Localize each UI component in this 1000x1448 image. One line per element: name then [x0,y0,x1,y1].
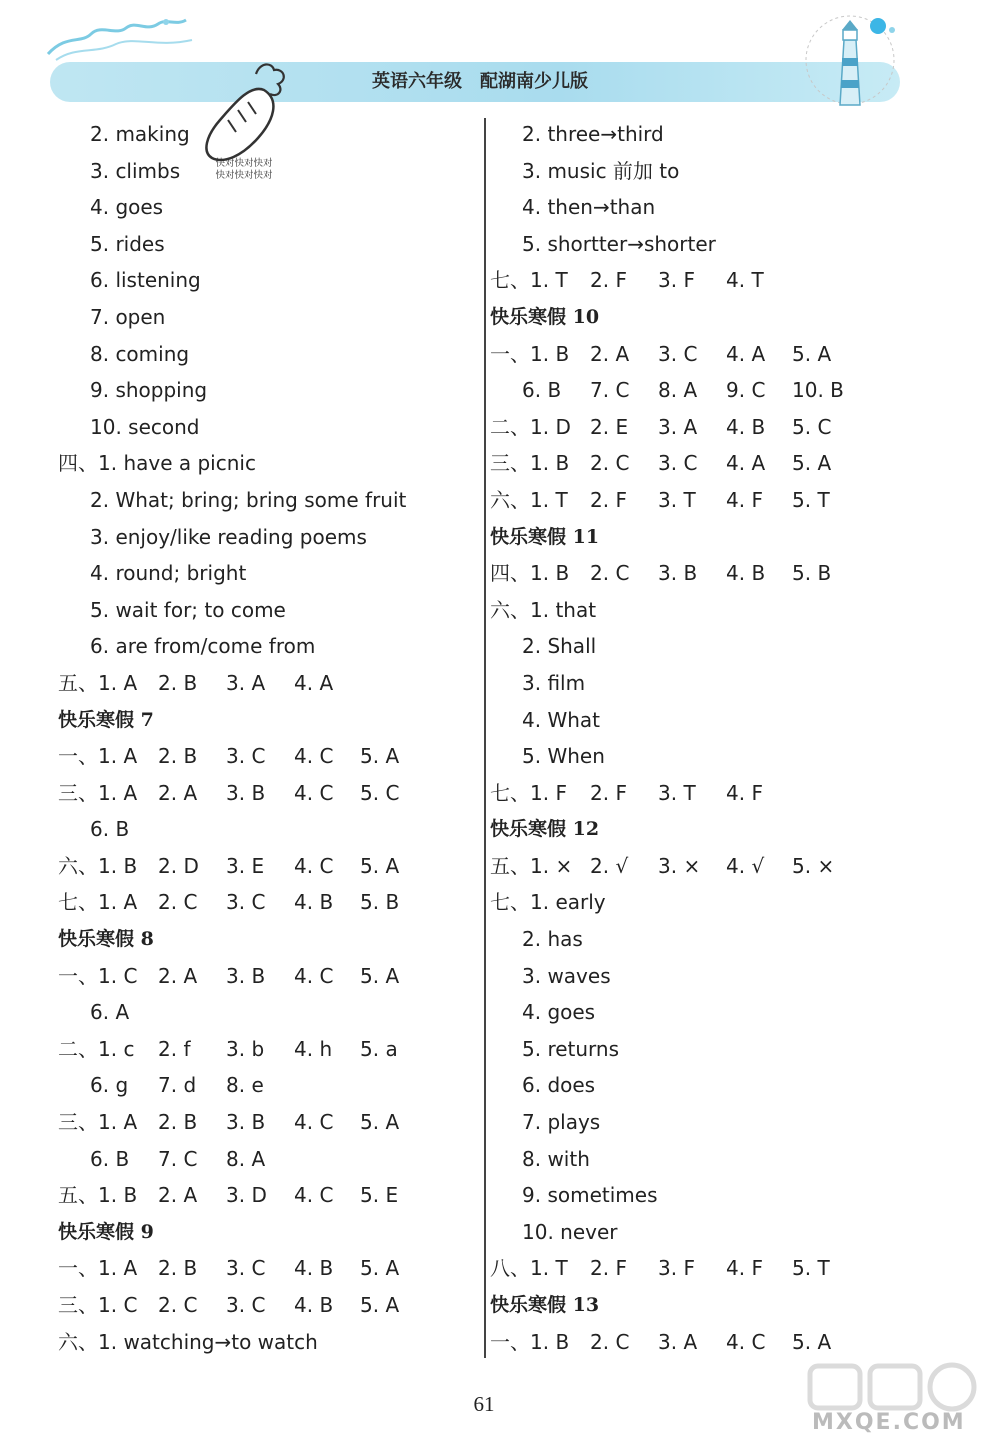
carrot-caption-line: 快对快对快对 [215,158,273,169]
answer-line: 4. goes [522,1000,596,1025]
answer-cell: 4. h [294,1036,333,1061]
answer-row [490,482,910,519]
answer-cell: 5. A [360,744,400,769]
answer-cell: 5. × [792,853,835,878]
answer-cell: 3. B [226,1110,266,1135]
answer-cell: 4. F [726,780,763,805]
answer-cell: 五、1. A [58,670,138,695]
answer-line: 2. three→third [522,122,664,146]
answer-cell: 八、1. T [490,1256,568,1281]
answer-cell: 3. C [226,1256,266,1281]
answer-line: 4. What [522,707,600,732]
answer-row [58,884,478,921]
answer-line: 3. music 前加 to [522,158,680,183]
answer-cell: 三、1. B [490,451,570,476]
answer-line: 8. with [522,1146,590,1171]
right-answer-column [490,116,910,1360]
answer-line: 3. enjoy/like reading poems [90,524,367,549]
answer-row [58,1250,478,1287]
answer-line: 6. A [90,1000,130,1025]
answer-line: 六、1. that [490,597,597,622]
answer-cell: 2. F [590,780,627,805]
answer-cell: 5. T [792,1256,830,1281]
answer-row [58,1177,478,1214]
answer-row [58,738,478,775]
answer-cell: 4. A [294,670,334,695]
answer-row [490,262,910,299]
answer-cell: 5. B [792,561,832,586]
section-heading: 快乐寒假 9 [58,1220,154,1243]
answer-cell: 4. B [726,561,766,586]
answer-line: 9. sometimes [522,1183,658,1208]
answer-cell: 4. √ [726,853,765,878]
answer-cell: 2. C [590,1329,630,1354]
answer-cell: 3. T [658,780,696,805]
answer-cell: 2. C [590,561,630,586]
answer-cell: 3. D [226,1183,267,1208]
section-heading: 快乐寒假 11 [490,525,600,548]
answer-cell: 6. B [522,378,562,403]
answer-cell: 四、1. B [490,561,570,586]
answer-cell: 二、1. c [58,1036,135,1061]
answer-cell: 2. F [590,487,627,512]
page-header-title: 英语六年级 配湖南少儿版 [372,71,588,92]
answer-cell: 3. C [226,1293,266,1317]
answer-cell: 一、1. A [58,1256,138,1281]
answer-line: 6. does [522,1073,596,1098]
answer-cell: 2. E [590,414,629,439]
answer-line: 5. wait for; to come [90,597,286,622]
answer-line: 七、1. early [490,890,606,915]
answer-row [490,555,910,592]
answer-line: 10. second [90,414,200,439]
answer-cell: 4. C [294,963,334,988]
answer-cell: 一、1. B [490,1329,570,1354]
answer-cell: 5. E [360,1183,399,1208]
answer-cell: 9. C [726,378,766,403]
answer-cell: 6. g [90,1073,129,1098]
section-heading: 快乐寒假 10 [490,305,600,328]
answer-cell: 3. F [658,268,695,293]
answer-cell: 4. F [726,1256,763,1281]
answer-row [490,1324,910,1361]
answer-line: 六、1. watching→to watch [58,1329,318,1354]
answer-row [58,958,478,995]
answer-cell: 5. A [360,963,400,988]
column-divider [484,118,486,1358]
answer-line: 9. shopping [90,378,208,403]
answer-cell: 4. C [294,744,334,769]
answer-cell: 4. F [726,487,763,512]
answer-cell: 4. T [726,268,764,293]
answer-cell: 7. C [590,378,630,403]
answer-cell: 5. A [360,1293,400,1317]
answer-line: 2. has [522,927,583,952]
answer-row [58,665,478,702]
answer-line: 5. shortter→shorter [522,231,716,256]
answer-cell: 一、1. C [58,963,138,988]
answer-cell: 二、1. D [490,414,571,439]
answer-cell: 5. T [792,487,830,512]
answer-row [58,1287,478,1324]
answer-cell: 七、1. F [490,780,567,805]
answer-cell: 8. A [658,378,698,403]
answer-cell: 4. C [294,780,334,805]
answer-line: 2. Shall [522,634,597,659]
answer-cell: 10. B [792,378,844,403]
answer-cell: 4. C [726,1329,766,1354]
answer-cell: 4. B [294,1256,334,1281]
answer-cell: 五、1. × [490,853,573,878]
answer-cell: 3. E [226,853,265,878]
answer-line: 4. goes [90,195,164,220]
answer-cell: 七、1. T [490,268,568,293]
answer-line: 7. plays [522,1110,601,1135]
answer-cell: 2. f [158,1036,191,1061]
answer-cell: 3. B [658,561,698,586]
answer-cell: 4. B [294,890,334,915]
answer-line: 6. are from/come from [90,634,316,659]
answer-cell: 2. √ [590,853,629,878]
answer-cell: 3. B [226,780,266,805]
answer-cell: 2. B [158,1110,198,1135]
answer-cell: 5. A [792,341,832,366]
answer-row [58,848,478,885]
answer-cell: 6. B [90,1146,130,1171]
answer-cell: 2. C [158,1293,198,1317]
answer-cell: 2. A [158,963,198,988]
answer-row [58,1141,478,1178]
answer-cell: 7. d [158,1073,197,1098]
answer-cell: 4. C [294,1110,334,1135]
section-heading: 快乐寒假 8 [58,928,154,951]
answer-line: 4. then→than [522,195,656,220]
section-heading: 快乐寒假 7 [58,708,154,731]
answer-row [490,445,910,482]
answer-cell: 一、1. B [490,341,570,366]
answer-cell: 5. C [792,414,832,439]
answer-cell: 8. A [226,1146,266,1171]
answer-cell: 2. A [158,780,198,805]
answer-row [490,372,910,409]
answer-row [490,409,910,446]
answer-cell: 5. A [792,451,832,476]
answer-line: 10. never [522,1219,618,1244]
answer-line: 5. rides [90,231,165,256]
answer-row [58,1104,478,1141]
answer-cell: 4. C [294,1183,334,1208]
answer-cell: 2. B [158,744,198,769]
answer-cell: 5. A [360,853,400,878]
answer-line: 5. returns [522,1036,620,1061]
answer-line: 2. What; bring; bring some fruit [90,487,407,512]
answer-cell: 3. C [658,451,698,476]
section-heading: 快乐寒假 13 [490,1294,600,1316]
answer-cell: 5. B [360,890,400,915]
left-answer-column [58,116,478,1360]
answer-cell: 三、1. C [58,1293,138,1317]
answer-row [490,1250,910,1287]
answer-cell: 3. A [226,670,266,695]
answer-line: 2. making [90,122,190,146]
answer-cell: 一、1. A [58,744,138,769]
answer-cell: 五、1. B [58,1183,138,1208]
answer-row [58,775,478,812]
answer-cell: 2. D [158,853,199,878]
answer-cell: 5. C [360,780,400,805]
answer-cell: 4. B [726,414,766,439]
answer-cell: 六、1. T [490,487,568,512]
carrot-caption-line: 快对快对快对 [215,170,273,181]
answer-line: 3. waves [522,963,611,988]
answer-cell: 4. A [726,451,766,476]
answer-cell: 七、1. A [58,890,138,915]
watermark-text: MXQE.COM [812,1410,966,1435]
answer-line: 3. climbs [90,158,181,183]
answer-cell: 2. C [590,451,630,476]
answer-cell: 5. A [792,1329,832,1354]
answer-line: 7. open [90,304,166,329]
answer-cell: 2. B [158,1256,198,1281]
answer-cell: 2. B [158,670,198,695]
wave-decoration-icon [46,14,196,64]
answer-cell: 3. C [226,744,266,769]
answer-cell: 3. C [658,341,698,366]
answer-cell: 2. A [590,341,630,366]
answer-row [490,775,910,812]
answer-cell: 8. e [226,1073,264,1098]
answer-line: 4. round; bright [90,561,247,586]
answer-row [58,1067,478,1104]
answer-cell: 3. T [658,487,696,512]
answer-line: 四、1. have a picnic [58,451,256,476]
answer-cell: 三、1. A [58,780,138,805]
answer-cell: 4. A [726,341,766,366]
lighthouse-icon [800,10,910,110]
answer-cell: 2. F [590,1256,627,1281]
answer-line: 8. coming [90,341,190,366]
answer-row [58,1031,478,1068]
answer-cell: 3. F [658,1256,695,1281]
answer-cell: 5. A [360,1256,400,1281]
answer-cell: 3. b [226,1036,265,1061]
answer-cell: 7. C [158,1146,198,1171]
answer-cell: 3. C [226,890,266,915]
answer-cell: 2. A [158,1183,198,1208]
answer-cell: 5. A [360,1110,400,1135]
answer-cell: 3. A [658,414,698,439]
answer-cell: 5. a [360,1036,398,1061]
answer-line: 3. film [522,670,586,695]
answer-cell: 2. C [158,890,198,915]
answer-line: 6. B [90,817,130,842]
answer-line: 6. listening [90,268,201,293]
answer-cell: 三、1. A [58,1110,138,1135]
answer-cell: 3. A [658,1329,698,1354]
answer-cell: 3. B [226,963,266,988]
answer-cell: 4. C [294,853,334,878]
section-heading: 快乐寒假 12 [490,818,600,841]
answer-cell: 2. F [590,268,627,293]
answer-row [490,848,910,885]
answer-cell: 3. × [658,853,701,878]
answer-row [490,336,910,373]
page-number: 61 [473,1392,495,1416]
answer-cell: 4. B [294,1293,334,1317]
answer-line: 5. When [522,744,605,769]
answer-cell: 六、1. B [58,853,138,878]
